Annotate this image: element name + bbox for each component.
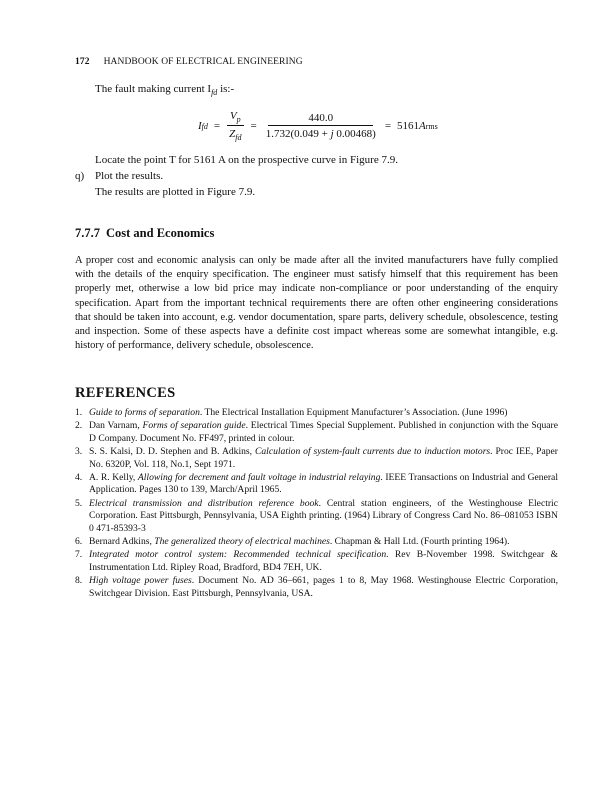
step-q-label: q) — [75, 170, 85, 182]
eq-lhs-sub: fd — [201, 121, 208, 131]
reference-number: 4. — [75, 472, 83, 484]
reference-text — [89, 407, 558, 419]
reference-text — [89, 498, 558, 535]
reference-number: 1. — [75, 407, 83, 418]
page-number: 172 — [75, 57, 90, 67]
reference-number: 6. — [75, 536, 83, 548]
intro-end: is:- — [217, 83, 235, 95]
reference-number: 7. — [75, 549, 83, 561]
fault-current-intro — [95, 83, 234, 97]
section-number: 7.7.7 — [75, 226, 100, 240]
reference-author: S. S. Kalsi, D. D. Stephen and B. Adkins, — [89, 446, 255, 458]
step-q — [75, 170, 163, 182]
reference-author: A. R. Kelly, — [89, 472, 138, 484]
eq-frac2-den-j: j — [330, 128, 334, 140]
page-header — [75, 57, 303, 67]
eq-frac2-den-b: 0.00468) — [333, 128, 376, 140]
intro-subscript: fd — [211, 88, 218, 97]
fault-current-equation — [198, 110, 438, 142]
eq-equals-1: = — [213, 120, 221, 132]
eq-equals-2: = — [250, 120, 257, 132]
reference-list — [75, 407, 558, 601]
reference-text — [89, 575, 558, 600]
eq-frac1-den: Z — [229, 128, 236, 140]
reference-text — [89, 420, 558, 445]
reference-author: Bernard Adkins, — [89, 536, 155, 548]
reference-title: Forms of separation guide — [142, 420, 246, 432]
reference-details: . Document No. AD 36–661, pages 1 to 8, May 1968. Westinghouse Electric Corporation, Switchgear Division. East Pittsburgh, Pennsylvania, USA. — [89, 575, 559, 599]
locate-point-text: Locate the point T for 5161 A on the prospective curve in Figure 7.9. — [95, 154, 398, 166]
reference-text — [89, 472, 558, 497]
reference-item — [75, 472, 558, 497]
reference-number: 5. — [75, 497, 83, 509]
reference-details: . Chapman & Hall Ltd. (Fourth printing 1964). — [329, 536, 510, 548]
reference-item — [75, 446, 558, 471]
eq-fraction-1 — [226, 110, 244, 142]
reference-title: High voltage power fuses — [89, 575, 192, 587]
eq-result-unit: A — [419, 120, 426, 132]
section-title: Cost and Economics — [106, 226, 215, 240]
reference-title: Allowing for decrement and fault voltage in industrial relaying — [137, 472, 381, 484]
reference-number: 2. — [75, 420, 83, 432]
reference-item — [75, 549, 558, 574]
reference-text — [89, 446, 558, 471]
eq-frac1-num: V — [229, 110, 237, 122]
reference-title: Calculation of system-fault currents due to induction motors — [254, 446, 491, 458]
eq-frac1-den-sub: fd — [235, 133, 242, 142]
reference-details: . Central station engineers, of the Westinghouse Electric Corporation. East Pittsburgh, Pennsylvania, USA Eighth printing. (1964) Library of Congress Card No. 86–081053 ISBN 0 471-85393-3 — [89, 497, 558, 534]
eq-frac2-den-a: 1.732(0.049 + — [265, 128, 331, 140]
reference-details: . The Electrical Installation Equipment Manufacturer’s Association. (June 1996) — [199, 407, 508, 418]
eq-frac2-num: 440.0 — [268, 112, 373, 126]
reference-details: . Rev B-November 1998. Switchgear & Instrumentation Ltd. Ripley Road, Bradford, BD4 7EH, UK. — [89, 549, 559, 573]
results-text: The results are plotted in Figure 7.9. — [95, 186, 256, 198]
reference-title: Electrical transmission and distribution reference book — [89, 497, 319, 509]
reference-item — [75, 536, 558, 548]
eq-lhs: I — [198, 120, 202, 132]
reference-number: 3. — [75, 446, 83, 458]
reference-number: 8. — [75, 575, 83, 587]
reference-text — [89, 549, 558, 574]
section-heading — [75, 226, 214, 241]
running-title: HANDBOOK OF ELECTRICAL ENGINEERING — [103, 57, 303, 67]
eq-frac1-num-sub: p — [236, 115, 241, 124]
eq-equals-3: = — [384, 120, 392, 132]
eq-fraction-2 — [263, 112, 379, 140]
section-body: A proper cost and economic analysis can only be made after all the invited manufacturers have fully complied with the details of the enquiry specification. The engineer must satisfy himself that this requirement has been properly met, otherwise a low bid price may indicate non-compliance or poor understanding of the enquiry specification. Apart from the important technical requirements there are often other engineering considerations that should be taken into account, e.g. vendor documentation, spare parts, delivery schedule, obsolescence, testing and inspection. Some of these aspects have a definite cost impact whereas some are somewhat intangible, e.g. history of performance, delivery schedule, obsolescence. — [75, 255, 558, 352]
intro-text: The fault making current I — [95, 83, 212, 95]
reference-item — [75, 498, 558, 535]
eq-result: 5161 — [397, 120, 420, 132]
eq-result-unit-sub: rms — [425, 121, 438, 131]
reference-title: Integrated motor control system: Recommended technical specification — [89, 549, 387, 561]
reference-details: . Proc IEE, Paper No. 6320P, Vol. 118, No.1, Sept 1971. — [89, 446, 558, 470]
reference-item — [75, 420, 558, 445]
reference-item — [75, 575, 558, 600]
reference-details: . Electrical Times Special Supplement. Published in conjunction with the Square D Company. Document No. FF497, printed in colour. — [89, 420, 558, 444]
reference-details: . IEEE Transactions on Industrial and General Application. Pages 130 to 139, March/April 1965. — [89, 472, 558, 496]
reference-item — [75, 407, 558, 419]
references-heading: REFERENCES — [75, 385, 176, 401]
reference-title: Guide to forms of separation — [89, 407, 200, 418]
reference-author: Dan Varnam, — [89, 420, 143, 432]
reference-text — [89, 536, 558, 548]
reference-title: The generalized theory of electrical machines — [154, 536, 330, 548]
step-q-text: Plot the results. — [95, 170, 164, 182]
